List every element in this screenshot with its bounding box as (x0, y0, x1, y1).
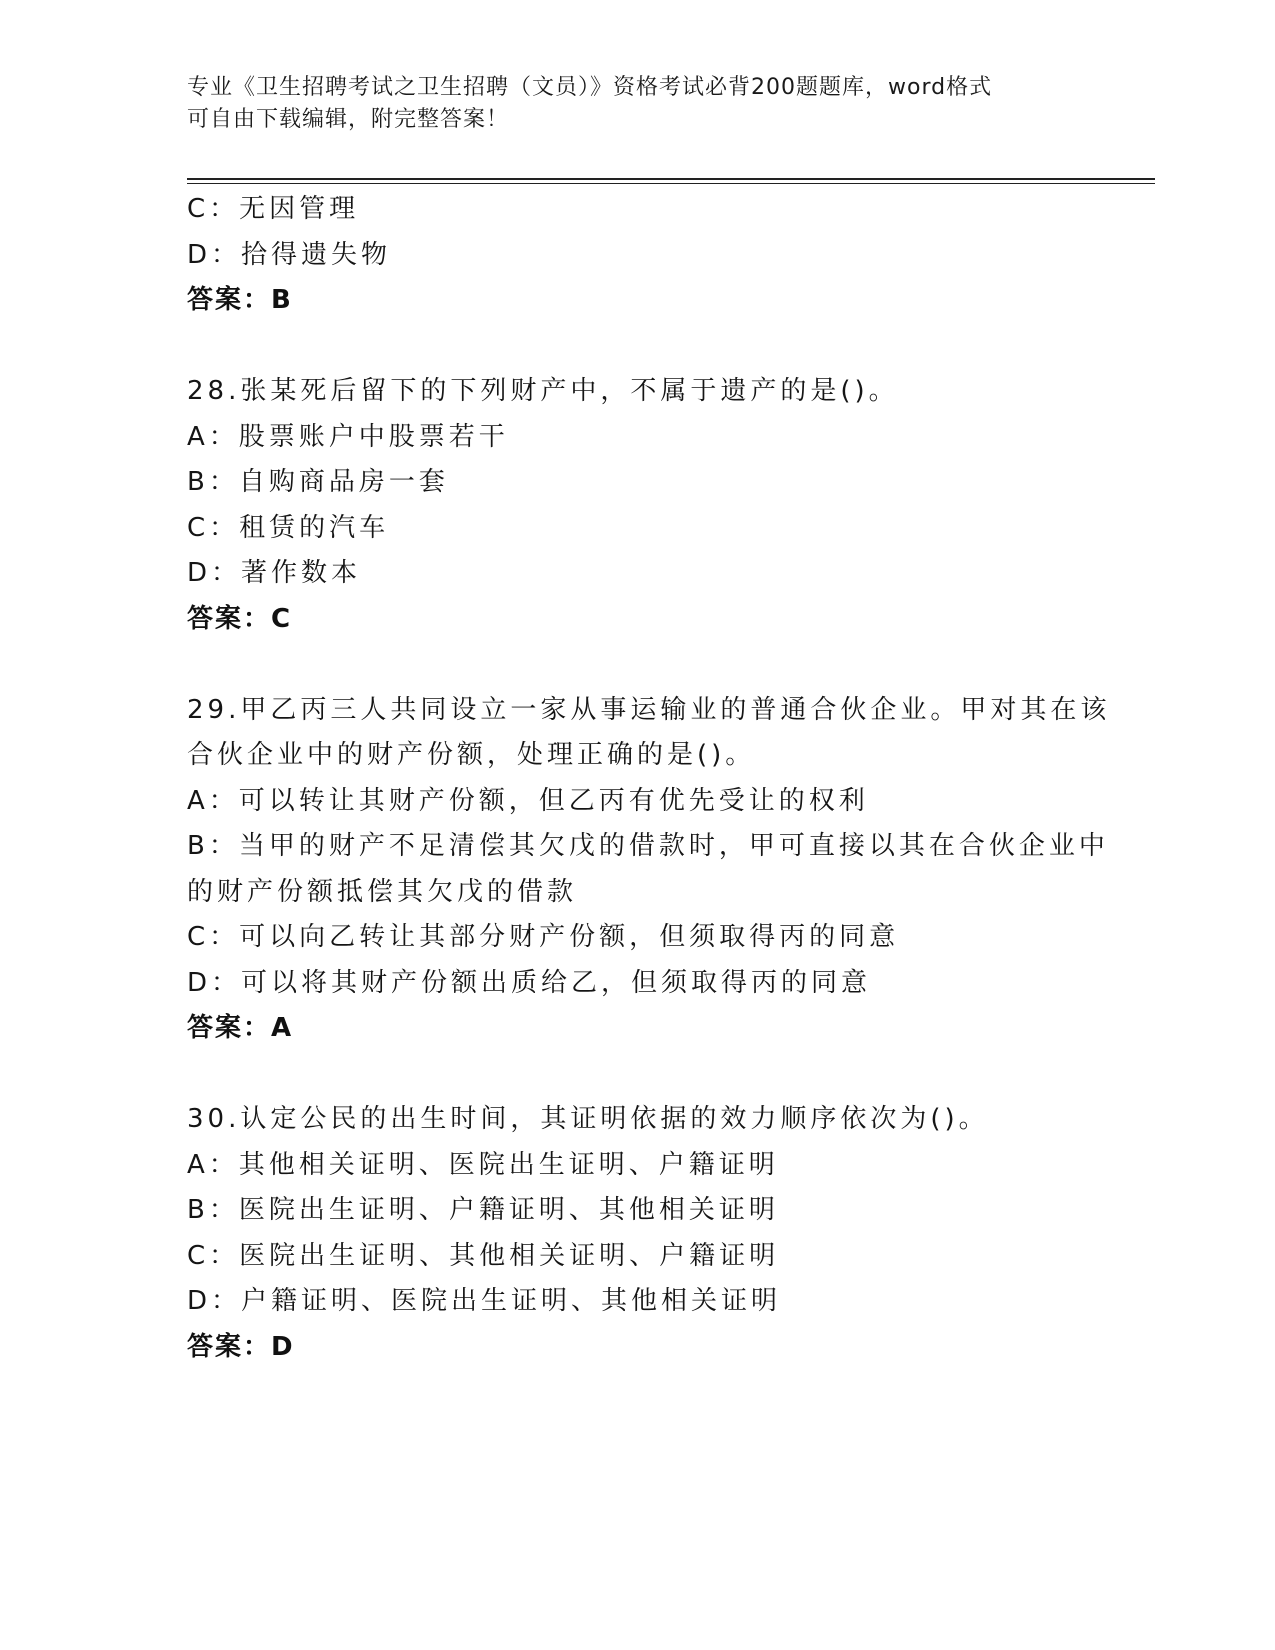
question-stem-line-1: 29.甲乙丙三人共同设立一家从事运输业的普通合伙企业。甲对其在该 (187, 694, 1111, 725)
question-28 (187, 369, 1087, 642)
option-c: C：无因管理 (187, 194, 360, 224)
option-b: B：医院出生证明、户籍证明、其他相关证明 (187, 1195, 779, 1225)
answer-line: 答案：B (187, 285, 293, 315)
header-divider-thick (187, 178, 1155, 180)
option-c: C：租赁的汽车 (187, 512, 390, 543)
option-d: D：拾得遗失物 (187, 239, 392, 270)
option-b: B：自购商品房一套 (187, 467, 449, 497)
question-stem: 28.张某死后留下的下列财产中，不属于遗产的是()。 (187, 376, 899, 406)
answer-line: 答案：D (187, 1331, 295, 1362)
header-divider-thin (187, 183, 1155, 184)
option-c: C：可以向乙转让其部分财产份额，但须取得丙的同意 (187, 922, 900, 952)
option-c: C：医院出生证明、其他相关证明、户籍证明 (187, 1240, 780, 1271)
question-29 (187, 688, 1111, 1052)
option-d: D：可以将其财产份额出质给乙，但须取得丙的同意 (187, 967, 872, 998)
question-30 (187, 1097, 1087, 1370)
question-stem-line-2: 合伙企业中的财产份额，处理正确的是()。 (187, 740, 756, 770)
header-line-1: 专业《卫生招聘考试之卫生招聘（文员）》资格考试必背200题题库，word格式 (187, 75, 993, 100)
option-d: D：户籍证明、医院出生证明、其他相关证明 (187, 1286, 782, 1316)
option-a: A：其他相关证明、医院出生证明、户籍证明 (187, 1149, 779, 1180)
spacer (187, 1052, 1087, 1098)
question-stem: 30.认定公民的出生时间，其证明依据的效力顺序依次为()。 (187, 1104, 989, 1134)
answer-line: 答案：A (187, 1013, 294, 1043)
option-a: A：可以转让其财产份额，但乙丙有优先受让的权利 (187, 785, 869, 816)
option-b-line-1: B：当甲的财产不足清偿其欠戊的借款时，甲可直接以其在合伙企业中 (187, 831, 1109, 861)
spacer (187, 324, 1087, 370)
answer-line: 答案：C (187, 603, 293, 634)
header-line-2: 可自由下载编辑，附完整答案！ (187, 107, 510, 132)
document-header (187, 72, 1067, 136)
option-a: A：股票账户中股票若干 (187, 421, 509, 452)
option-b-line-2: 的财产份额抵偿其欠戊的借款 (187, 876, 578, 907)
question-list (187, 187, 1111, 1370)
option-d: D：著作数本 (187, 558, 362, 588)
spacer (187, 642, 1087, 688)
question-27-tail (187, 187, 1087, 324)
